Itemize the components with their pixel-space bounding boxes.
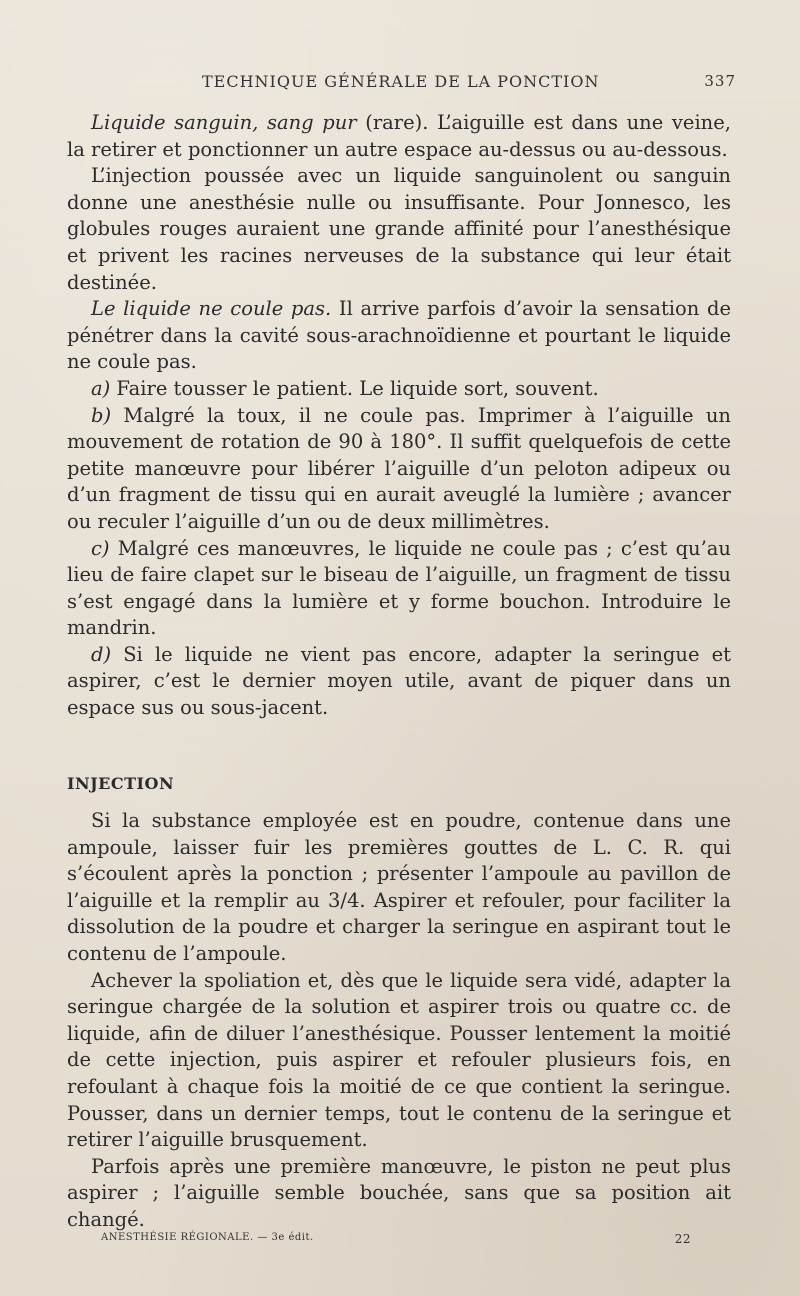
running-head [202,72,736,100]
paragraph-label: b) [91,403,112,427]
paragraph [67,296,731,376]
paragraph [67,536,731,642]
running-head-title: TECHNIQUE GÉNÉRALE DE LA PONCTION [202,72,600,91]
paragraph-text: Il arrive parfois d’avoir la sensation de pénétrer dans la cavité sous-arachnoïdienne et pourtant le liquide ne coule pas. [67,297,732,374]
paragraph-label: a) [91,376,111,400]
page-footer [101,1232,691,1252]
paragraph-text: Si le liquide ne vient pas encore, adapter la seringue et aspirer, c’est le dernier moyen utile, avant de piquer dans un espace sus ou sous-jacent. [67,642,731,720]
paragraph [67,376,731,403]
paragraph-label: d) [91,642,112,666]
paragraph: Achever la spoliation et, dès que le liquide sera vidé, adapter la seringue chargée de la solution et aspirer trois ou quatre cc. de liquide, afin de diluer l’anesthésique. Pousser lentement la moitié de cette injection, puis aspirer et refouler plusieurs fois, en refoulant à chaque fois la moitié de ce que contient la seringue. Pousser, dans un dernier temps, tout le contenu de la seringue et retirer l’aiguille brusquement. [67,968,731,1152]
signature-number: 22 [674,1232,691,1246]
paragraph-text: Malgré ces manœuvres, le liquide ne coule pas ; c’est qu’au lieu de faire clapet sur le biseau de l’aiguille, un fragment de tissu s’est engagé dans la lumière et y forme bouchon. Introduire le mandrin. [67,536,731,640]
paragraph-label: Le liquide ne coule pas. [91,297,332,321]
paragraph [67,403,731,536]
section-heading: INJECTION [67,774,175,793]
paragraph-label: c) [91,536,110,560]
paragraph-text: L’injection poussée avec un liquide sanguinolent ou sanguin donne une anesthésie nulle ou insuffisante. Pour Jonnesco, les globules rouges auraient une grande affinité pour l’anesthésique et privent les racines nerveuses de la substance qui leur était destinée. [67,164,731,294]
signature-mark: ANESTHÉSIE RÉGIONALE. — 3e édit. [101,1232,314,1243]
paragraph [67,642,731,722]
paragraph-text: (rare). L’aiguille est dans une veine, la retirer et ponctionner un autre espace au-dessus ou au-dessous. [67,111,731,161]
paragraph-text: Malgré la toux, il ne coule pas. Imprimer à l’aiguille un mouvement de rotation de 90 à 180°. Il suffit quelquefois de cette petite manœuvre pour libérer l’aiguille d’un peloton adipeux ou d’un fragment de tissu qui en aurait aveuglé la lumière ; avancer ou reculer l’aiguille d’un ou de deux millimètres. [67,403,731,533]
paragraph [67,110,731,163]
body-text [67,110,731,722]
paragraph: Si la substance employée est en poudre, contenue dans une ampoule, laisser fuir les premières gouttes de L. C. R. qui s’écoulent après la ponction ; présenter l’ampoule au pavillon de l’aiguille et la remplir au 3/4. Aspirer et refouler, pour faciliter la dissolution de la poudre et charger la seringue en aspirant tout le contenu de l’ampoule. [67,809,731,965]
paragraph-label: Liquide sanguin, sang pur [91,111,357,134]
paragraph-text: Faire tousser le patient. Le liquide sort, souvent. [110,376,599,400]
paragraph [67,163,731,296]
section-body [67,808,731,1234]
paragraph: Parfois après une première manœuvre, le piston ne peut plus aspirer ; l’aiguille semble bouchée, sans que sa position ait changé. [67,1154,731,1231]
page-number: 337 [704,72,736,90]
